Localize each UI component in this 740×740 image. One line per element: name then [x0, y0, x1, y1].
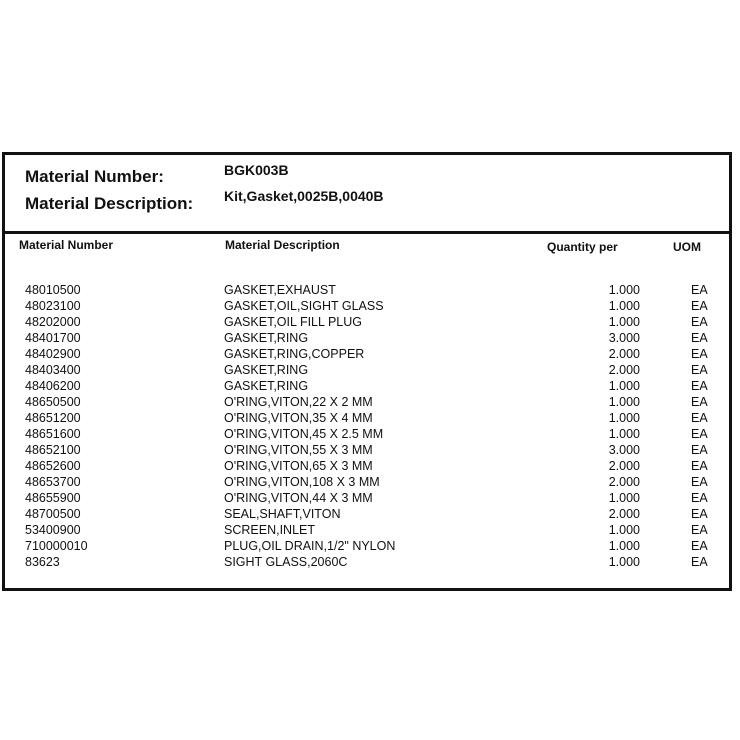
material-description-cell: GASKET,RING — [224, 363, 309, 377]
material-number-label: Material Number: — [25, 167, 164, 186]
material-description-cell: GASKET,EXHAUST — [224, 283, 336, 297]
table-row — [5, 315, 729, 331]
material-description-cell: GASKET,RING,COPPER — [224, 347, 365, 361]
column-header-material-description: Material Description — [225, 238, 340, 252]
table-row — [5, 459, 729, 475]
quantity-cell: 1.000 — [608, 411, 640, 425]
material-description-cell: SEAL,SHAFT,VITON — [224, 507, 341, 521]
uom-cell: EA — [691, 283, 708, 297]
quantity-cell: 1.000 — [608, 315, 640, 329]
material-number-cell: 48655900 — [25, 491, 81, 505]
material-number-cell: 48403400 — [25, 363, 81, 377]
material-number-cell: 48402900 — [25, 347, 81, 361]
material-kit-document — [2, 152, 732, 591]
uom-cell: EA — [691, 491, 708, 505]
quantity-cell: 2.000 — [608, 347, 640, 361]
material-description-cell: O'RING,VITON,55 X 3 MM — [224, 443, 373, 457]
material-number-cell: 48652100 — [25, 443, 81, 457]
column-header-quantity: Quantity per — [547, 240, 618, 254]
material-description-cell: SCREEN,INLET — [224, 523, 315, 537]
quantity-cell: 1.000 — [608, 491, 640, 505]
material-description-value: Kit,Gasket,0025B,0040B — [224, 188, 384, 204]
uom-cell: EA — [691, 523, 708, 537]
uom-cell: EA — [691, 411, 708, 425]
table-row — [5, 523, 729, 539]
uom-cell: EA — [691, 363, 708, 377]
material-number-cell: 48202000 — [25, 315, 81, 329]
material-description-cell: SIGHT GLASS,2060C — [224, 555, 348, 569]
material-description-cell: GASKET,RING — [224, 379, 309, 393]
material-number-cell: 48650500 — [25, 395, 81, 409]
uom-cell: EA — [691, 555, 708, 569]
uom-cell: EA — [691, 443, 708, 457]
table-row — [5, 427, 729, 443]
material-number-cell: 48651200 — [25, 411, 81, 425]
material-number-cell: 83623 — [25, 555, 60, 569]
material-number-cell: 53400900 — [25, 523, 81, 537]
quantity-cell: 1.000 — [608, 299, 640, 313]
quantity-cell: 2.000 — [608, 459, 640, 473]
material-description-label: Material Description: — [25, 194, 194, 213]
uom-cell: EA — [691, 347, 708, 361]
quantity-cell: 1.000 — [608, 539, 640, 553]
material-description-cell: PLUG,OIL DRAIN,1/2" NYLON — [224, 539, 396, 553]
uom-cell: EA — [691, 459, 708, 473]
uom-cell: EA — [691, 427, 708, 441]
table-row — [5, 283, 729, 299]
quantity-cell: 1.000 — [608, 395, 640, 409]
kit-header — [5, 155, 729, 234]
material-number-cell: 710000010 — [25, 539, 88, 553]
material-description-cell: GASKET,OIL,SIGHT GLASS — [224, 299, 384, 313]
material-description-cell: O'RING,VITON,44 X 3 MM — [224, 491, 373, 505]
table-row — [5, 331, 729, 347]
table-row — [5, 491, 729, 507]
uom-cell: EA — [691, 475, 708, 489]
table-row — [5, 475, 729, 491]
uom-cell: EA — [691, 331, 708, 345]
uom-cell: EA — [691, 315, 708, 329]
material-description-cell: GASKET,OIL FILL PLUG — [224, 315, 363, 329]
quantity-cell: 3.000 — [608, 443, 640, 457]
table-row — [5, 379, 729, 395]
material-number-cell: 48652600 — [25, 459, 81, 473]
column-header-material-number: Material Number — [19, 238, 114, 252]
material-description-cell: O'RING,VITON,35 X 4 MM — [224, 411, 373, 425]
material-description-cell: GASKET,RING — [224, 331, 309, 345]
material-number-cell: 48653700 — [25, 475, 81, 489]
table-row — [5, 395, 729, 411]
quantity-cell: 3.000 — [608, 331, 640, 345]
table-row — [5, 443, 729, 459]
uom-cell: EA — [691, 379, 708, 393]
uom-cell: EA — [691, 299, 708, 313]
uom-cell: EA — [691, 539, 708, 553]
quantity-cell: 2.000 — [608, 507, 640, 521]
table-row — [5, 411, 729, 427]
material-description-cell: O'RING,VITON,22 X 2 MM — [224, 395, 373, 409]
material-number-cell: 48401700 — [25, 331, 81, 345]
quantity-cell: 1.000 — [608, 523, 640, 537]
material-number-value: BGK003B — [224, 162, 289, 178]
material-description-cell: O'RING,VITON,108 X 3 MM — [224, 475, 380, 489]
uom-cell: EA — [691, 507, 708, 521]
quantity-cell: 1.000 — [608, 379, 640, 393]
quantity-cell: 1.000 — [608, 555, 640, 569]
material-number-cell: 48406200 — [25, 379, 81, 393]
material-number-cell: 48700500 — [25, 507, 81, 521]
material-description-cell: O'RING,VITON,45 X 2.5 MM — [224, 427, 384, 441]
column-header-uom: UOM — [673, 240, 701, 254]
table-row — [5, 555, 729, 571]
material-number-cell: 48651600 — [25, 427, 81, 441]
table-row — [5, 299, 729, 315]
quantity-cell: 2.000 — [608, 475, 640, 489]
material-number-cell: 48010500 — [25, 283, 81, 297]
table-row — [5, 363, 729, 379]
material-description-cell: O'RING,VITON,65 X 3 MM — [224, 459, 373, 473]
table-row — [5, 507, 729, 523]
material-number-cell: 48023100 — [25, 299, 81, 313]
uom-cell: EA — [691, 395, 708, 409]
materials-table — [5, 283, 729, 571]
table-row — [5, 539, 729, 555]
table-row — [5, 347, 729, 363]
quantity-cell: 1.000 — [608, 427, 640, 441]
quantity-cell: 1.000 — [608, 283, 640, 297]
quantity-cell: 2.000 — [608, 363, 640, 377]
